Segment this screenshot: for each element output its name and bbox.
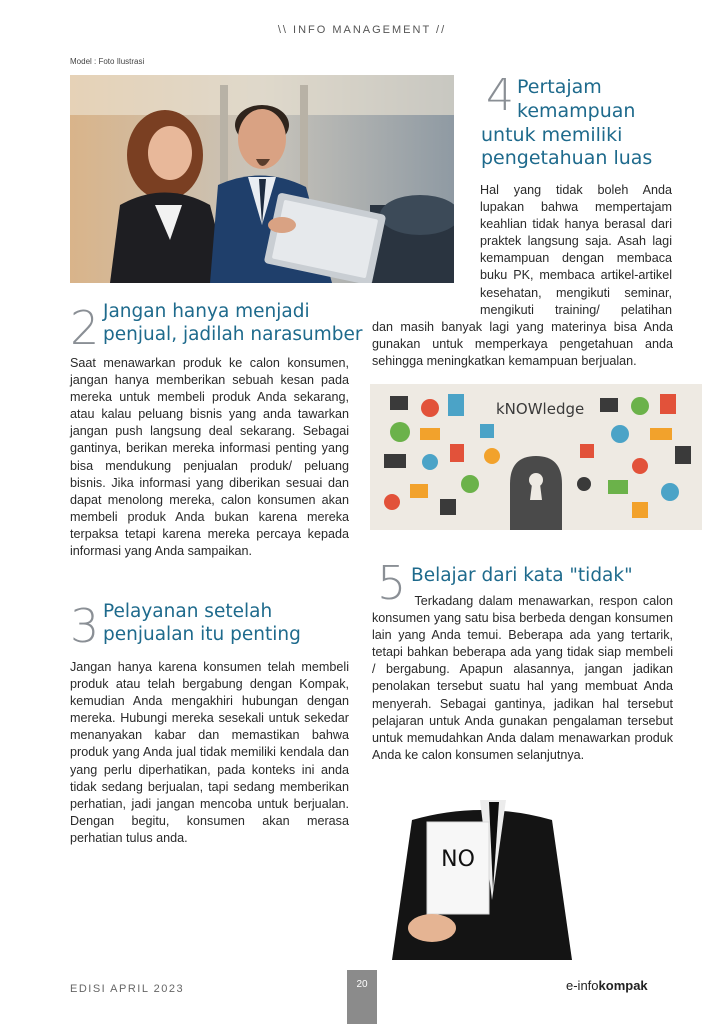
section-3-title: [103, 600, 353, 646]
section-4-body-wide: [372, 319, 673, 370]
no-card-text: NO: [441, 847, 475, 872]
section-2-number: 2: [70, 301, 100, 355]
page-number: 20: [356, 979, 368, 990]
text-line: buku PK, membaca artikel-artikel: [480, 268, 672, 283]
text-line: dan masih banyak lagi yang materinya bisa Anda: [372, 320, 673, 334]
text-line: kemampuan dengan membaca: [480, 251, 672, 266]
section-3-title-line: penjualan itu penting: [103, 624, 301, 646]
section-5-body: Terkadang dalam menawarkan, respon calon konsumen yang satu bisa berbeda dengan konsumen lain yang Anda temui. Beberapa ada yang tertarik, tetapi bahkan beberapa ada yang tidak siap membeli / bergabung. Apapun alasannya, jangan jadikan penolakan tersebut suatu hal yang membuat Anda menyerah. Sebagai gantinya, jadikan hal tersebut pelajaran untuk Anda gunakan pengalaman tersebut untuk memudahkan Anda dalam menawarkan produk Anda ke calon konsumen selanjutnya.: [372, 594, 673, 762]
text-line: praktek langsung saja. Asah lagi: [480, 234, 672, 249]
section-3-number: 3: [70, 599, 100, 653]
section-2-title: [103, 300, 363, 346]
section-4-title-line: Pertajam: [517, 76, 602, 98]
section-4-title: [481, 70, 711, 171]
text-line: keahlian tidak hanya berasal dari: [480, 217, 672, 232]
section-2-title-line: Jangan hanya menjadi: [103, 301, 310, 322]
knowledge-illustration: [370, 384, 702, 530]
knowledge-label: kNOWledge: [496, 400, 585, 418]
section-4-title-line: pengetahuan luas: [481, 147, 653, 170]
section-4-title-line: untuk memiliki: [481, 123, 623, 146]
section-2-body: Saat menawarkan produk ke calon konsumen, jangan hanya memberikan sebuah kesan pada mereka untuk membeli produk Anda sekarang, atau kalau peluang bisnis yang anda tawarkan jangan push langsung deal sekarang. Sebagai gantinya, berikan mereka informasi penting yang bisa mendukung penjualan produk/ peluang bisnis. Jika informasi yang diberikan sesuai dan dapat menolong mereka, calon konsumen akan membeli produk Anda bukan karena mereka terpaksa tetapi karena mereka percaya kepada informasi yang Anda sampaikan.: [70, 356, 349, 559]
rejection-no-card-photo: [372, 800, 602, 960]
brand-prefix: e-info: [566, 978, 599, 993]
photo-caption: Model : Foto Ilustrasi: [70, 57, 145, 66]
section-5-number: 5: [377, 556, 407, 610]
text-line: mengikuti training/ pelatihan: [480, 302, 672, 317]
text-line: kesehatan, mengikuti seminar,: [480, 285, 672, 300]
sales-meeting-photo: [70, 75, 454, 283]
magazine-section-header: \\ INFO MANAGEMENT //: [277, 24, 447, 36]
edition-label: EDISI APRIL 2023: [70, 983, 185, 995]
section-4-body-narrow: [480, 182, 672, 319]
section-5-title: Belajar dari kata "tidak": [411, 565, 633, 586]
text-line: sehingga meningkatkan kemampuan berjualan.: [372, 354, 637, 369]
text-line: lupakan bahwa mempertajam: [480, 200, 672, 215]
section-4-number: 4: [486, 70, 514, 121]
section-3-body: Jangan hanya karena konsumen telah membeli produk atau telah bergabung dengan Kompak, kemudian Anda mengakhiri hubungan dengan mereka. Hubungi mereka sesekali untuk sekedar menanyakan kabar dan memastikan bahwa produk yang Anda jual tidak memiliki kendala dan yang perlu diperhatikan, pada konteks ini anda tidak sedang berjualan, tapi sedang memberikan perhatian, jadi jangan mencoba untuk berjualan. Dengan begitu, konsumen akan merasa perhatian tulus anda.: [70, 660, 349, 845]
text-line: gunakan untuk memperkaya pengetahuan anda: [372, 337, 673, 352]
section-3-title-line: Pelayanan setelah: [103, 601, 273, 622]
section-4-title-line: kemampuan: [517, 99, 636, 122]
section-2-title-line: penjual, jadilah narasumber: [103, 324, 363, 346]
brand-logo: [566, 978, 648, 993]
text-line: Hal yang tidak boleh Anda: [480, 183, 672, 197]
brand-bold: kompak: [598, 978, 648, 993]
